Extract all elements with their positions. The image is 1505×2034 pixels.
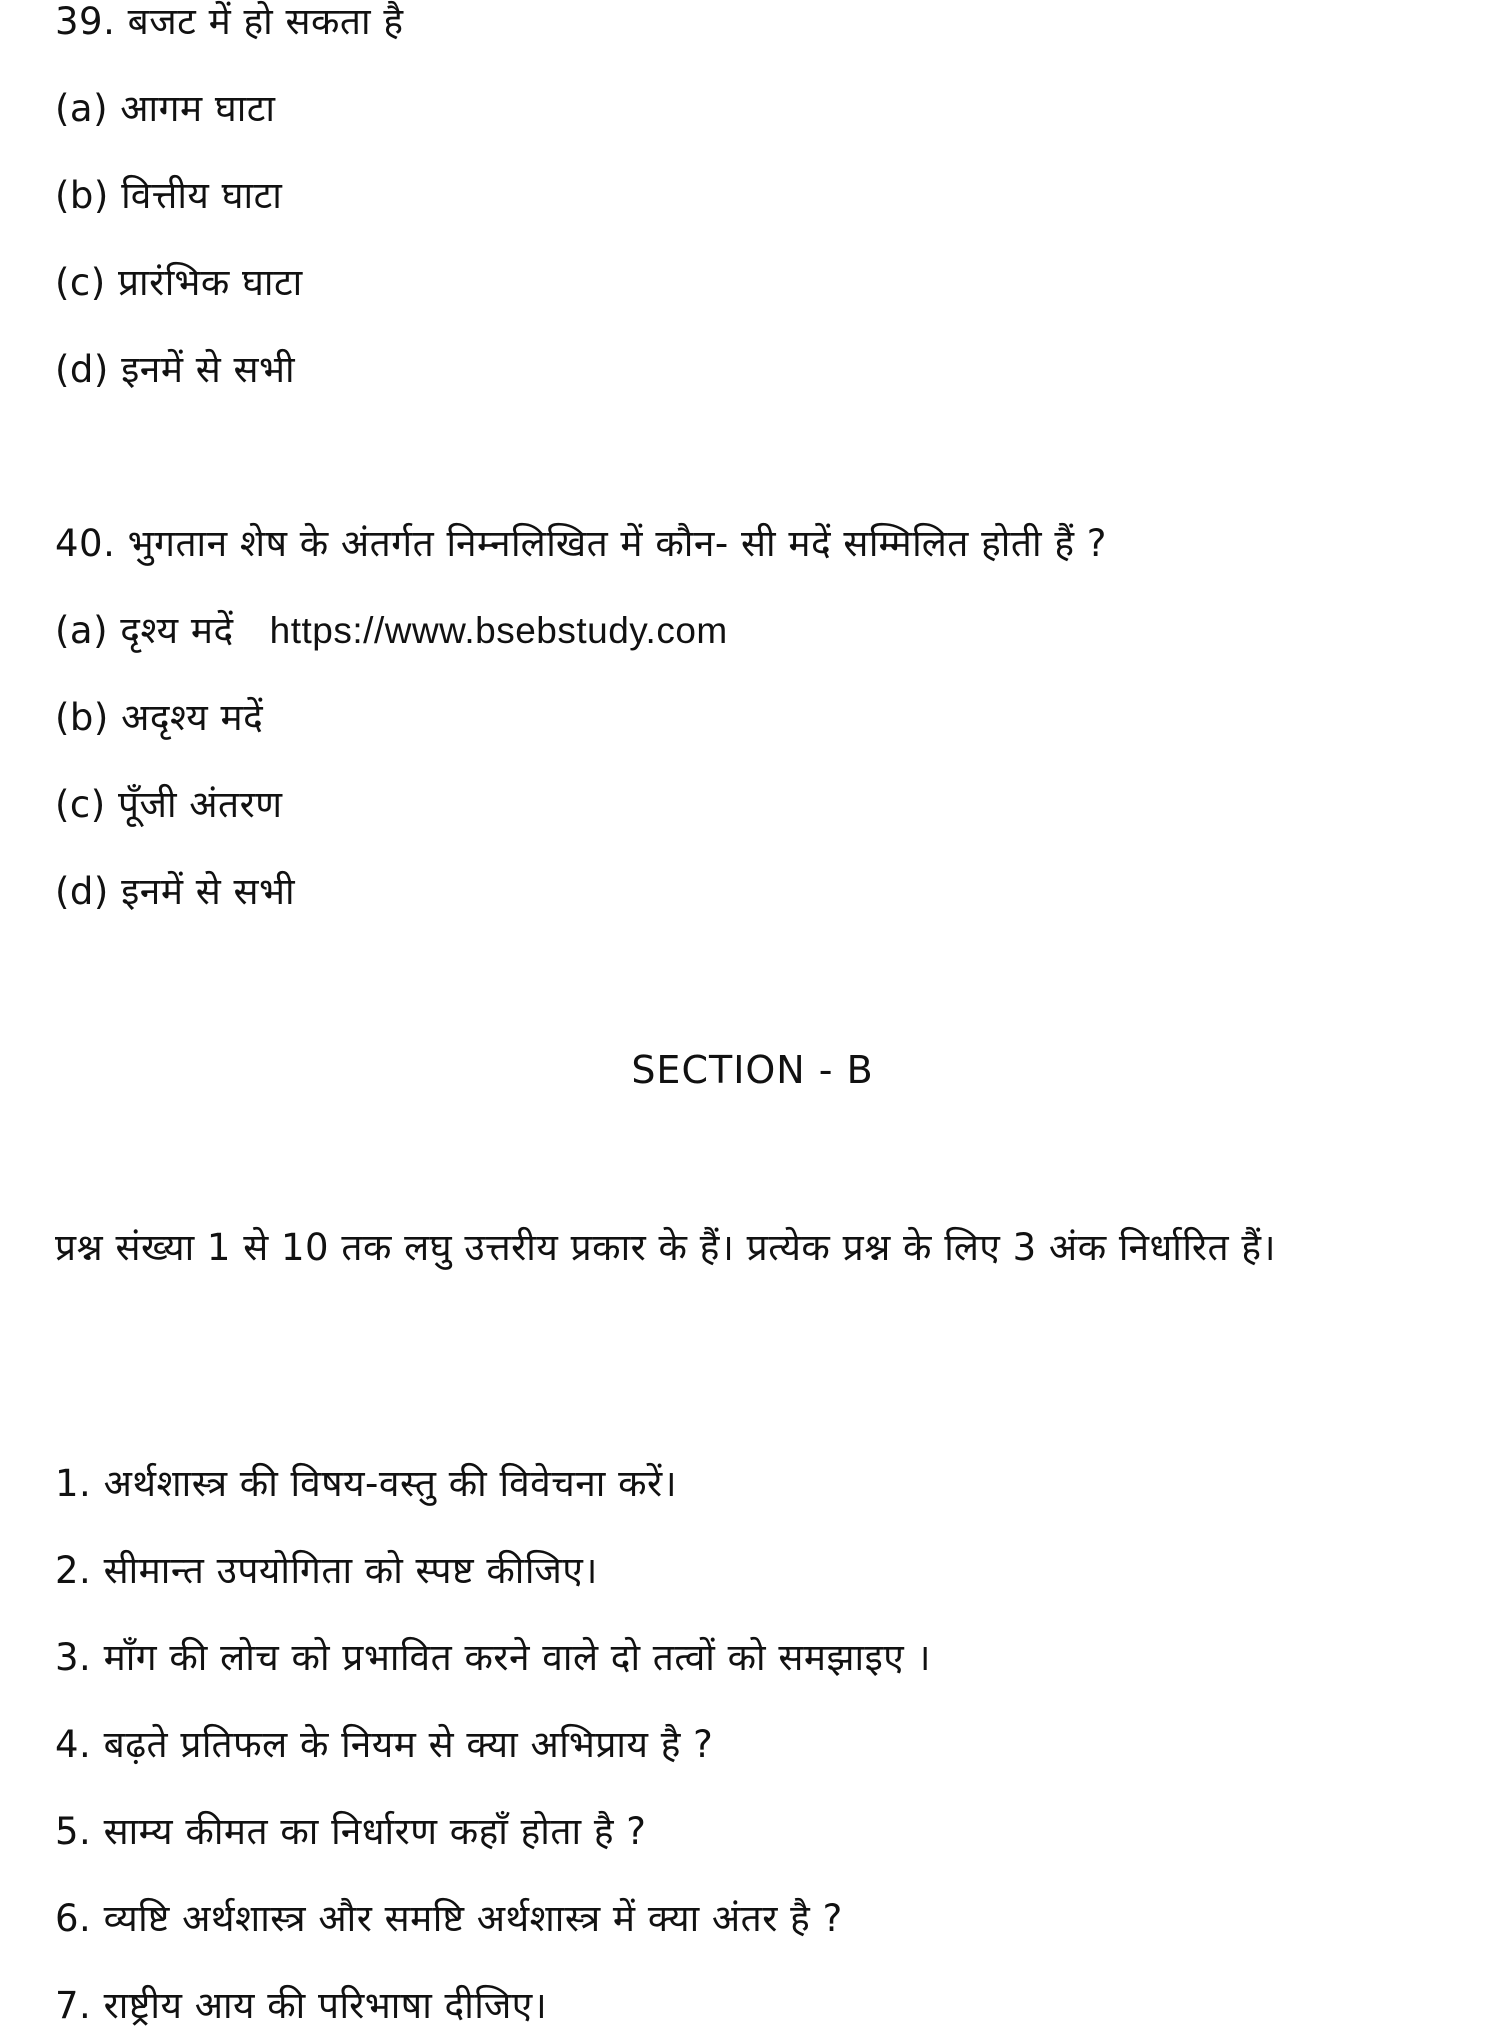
section-b-question-5: 5. साम्य कीमत का निर्धारण कहाँ होता है ? [55,1810,647,1853]
q39-option-d: (d) इनमें से सभी [55,348,296,391]
q39-option-b: (b) वित्तीय घाटा [55,174,283,217]
question-40: 40. भुगतान शेष के अंतर्गत निम्नलिखित में कौन- सी मदें सम्मिलित होती हैं ? [55,522,1107,565]
section-b-question-1: 1. अर्थशास्त्र की विषय-वस्तु की विवेचना करें। [55,1462,678,1505]
section-b-question-7: 7. राष्ट्रीय आय की परिभाषा दीजिए। [55,1984,548,2027]
section-b-question-3: 3. माँग की लोच को प्रभावित करने वाले दो तत्वों को समझाइए । [55,1636,931,1679]
q40-option-a: (a) दृश्य मदें [55,609,234,652]
q40-option-a-row [55,609,728,653]
section-b-question-6: 6. व्यष्टि अर्थशास्त्र और समष्टि अर्थशास्त्र में क्या अंतर है ? [55,1897,843,1940]
q40-option-c: (c) पूँजी अंतरण [55,783,283,826]
q40-option-d: (d) इनमें से सभी [55,870,296,913]
watermark-url: https://www.bsebstudy.com [269,610,728,651]
section-b-question-4: 4. बढ़ते प्रतिफल के नियम से क्या अभिप्राय है ? [55,1723,714,1766]
section-b-title: SECTION - B [631,1048,874,1092]
section-b-question-2: 2. सीमान्त उपयोगिता को स्पष्ट कीजिए। [55,1549,598,1592]
question-39: 39. बजट में हो सकता है [55,0,404,43]
q40-option-b: (b) अदृश्य मदें [55,696,264,739]
q39-option-c: (c) प्रारंभिक घाटा [55,261,303,304]
section-b-instruction: प्रश्न संख्या 1 से 10 तक लघु उत्तरीय प्रकार के हैं। प्रत्येक प्रश्न के लिए 3 अंक निर्धारित हैं। [55,1226,1277,1269]
q39-option-a: (a) आगम घाटा [55,87,276,130]
